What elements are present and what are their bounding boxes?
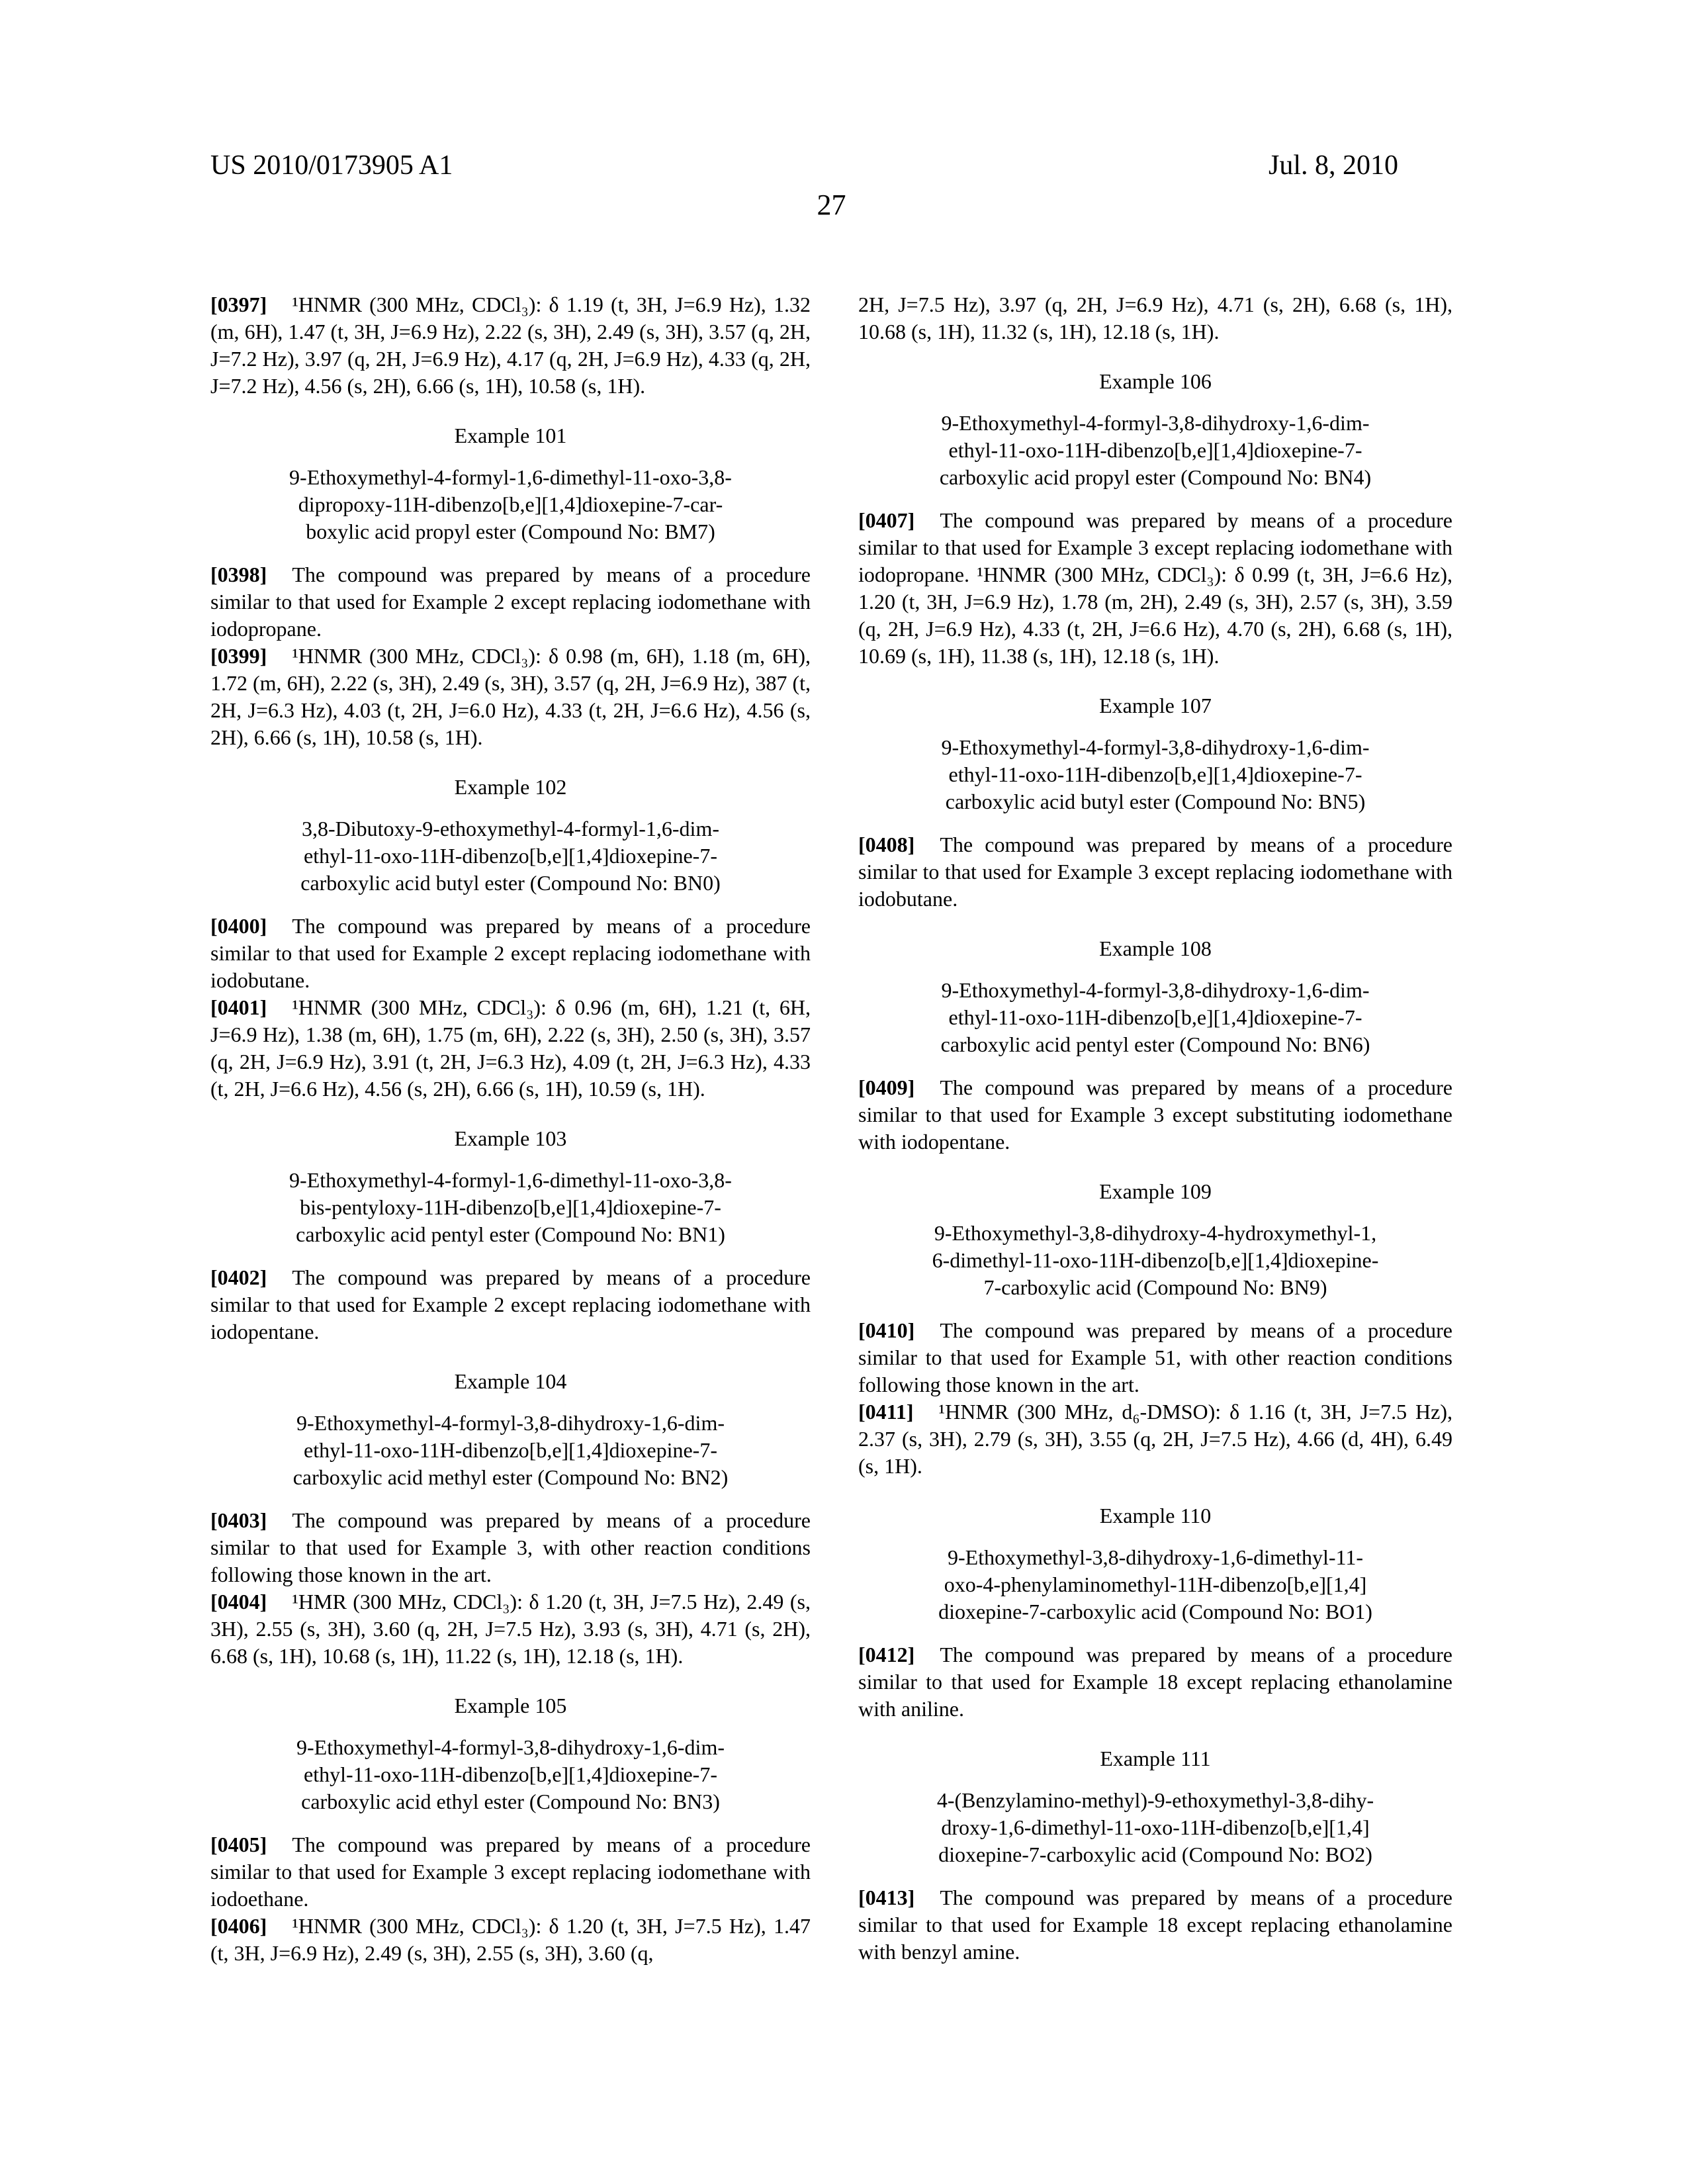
paragraph-text: ¹HNMR (300 MHz, d₆-DMSO): δ 1.16 (t, 3H, J=7.5 Hz), 2.37 (s, 3H), 2.79 (s, 3H), 3.55 (q, 2H, J=7.5 Hz), 4.66 (d, 4H), 6.49 (s, 1H). bbox=[858, 1400, 1452, 1478]
paragraph-text: The compound was prepared by means of a procedure similar to that used for Example 3 except replacing iodomethane with iodopropane. ¹HNMR (300 MHz, CDCl₃): δ 0.99 (t, 3H, J=6.6 Hz), 1.20 (t, 3H, J=6.9 Hz), 1.78 (m, 2H), 2.49 (s, 3H), 2.57 (s, 3H), 3.59 (q, 2H, J=6.9 Hz), 4.33 (t, 2H, J=6.6 Hz), 4.70 (s, 2H), 6.68 (s, 1H), 10.69 (s, 1H), 11.38 (s, 1H), 12.18 (s, 1H). bbox=[858, 508, 1453, 668]
compound-title-line: 4-(Benzylamino-methyl)-9-ethoxymethyl-3,8-dihy- bbox=[936, 1788, 1374, 1812]
paragraph-0410 bbox=[858, 1317, 1452, 1398]
paragraph-0405 bbox=[210, 1831, 811, 1913]
paragraph-text: ¹HNMR (300 MHz, CDCl₃): δ 1.20 (t, 3H, J=7.5 Hz), 1.47 (t, 3H, J=6.9 Hz), 2.49 (s, 3H), 2.55 (s, 3H), 3.60 (q, bbox=[210, 1914, 811, 1965]
example-heading-107: Example 107 bbox=[1099, 694, 1212, 717]
paragraph-0402 bbox=[210, 1264, 811, 1345]
page-number: 27 bbox=[817, 189, 846, 221]
compound-title-bn4 bbox=[858, 410, 1452, 491]
example-heading-108: Example 108 bbox=[1099, 936, 1212, 960]
paragraph-tag: [0406] bbox=[210, 1914, 267, 1938]
example-heading-103: Example 103 bbox=[454, 1126, 567, 1150]
paragraph-tag: [0407] bbox=[858, 508, 915, 532]
paragraph-0408 bbox=[858, 831, 1452, 913]
compound-title-line: droxy-1,6-dimethyl-11-oxo-11H-dibenzo[b,e][1,4] bbox=[941, 1815, 1370, 1839]
paragraph-tag: [0410] bbox=[858, 1318, 915, 1342]
compound-title-line: ethyl-11-oxo-11H-dibenzo[b,e][1,4]dioxepine-7- bbox=[304, 1438, 717, 1462]
compound-title-line: ethyl-11-oxo-11H-dibenzo[b,e][1,4]dioxepine-7- bbox=[948, 438, 1362, 462]
paragraph-0407 bbox=[858, 507, 1452, 670]
paragraph-text: ¹HNMR (300 MHz, CDCl₃): δ 0.98 (m, 6H), 1.18 (m, 6H), 1.72 (m, 6H), 2.22 (s, 3H), 2.49 (s, 3H), 3.57 (q, 2H, J=6.9 Hz), 387 (t, 2H, J=6.3 Hz), 4.03 (t, 2H, J=6.0 Hz), 4.33 (t, 2H, J=6.6 Hz), 4.56 (s, 2H), 6.66 (s, 1H), 10.58 (s, 1H). bbox=[210, 644, 811, 749]
compound-title-line: 9-Ethoxymethyl-4-formyl-3,8-dihydroxy-1,6-dim- bbox=[941, 978, 1370, 1002]
paragraph-0409 bbox=[858, 1074, 1452, 1156]
paragraph-tag: [0408] bbox=[858, 833, 915, 856]
paragraph-text: ¹HNMR (300 MHz, CDCl₃): δ 1.19 (t, 3H, J=6.9 Hz), 1.32 (m, 6H), 1.47 (t, 3H, J=6.9 Hz), 2.22 (s, 3H), 2.49 (s, 3H), 3.57 (q, 2H, J=7.2 Hz), 3.97 (q, 2H, J=6.9 Hz), 4.17 (q, 2H, J=6.9 Hz), 4.33 (q, 2H, J=7.2 Hz), 4.56 (s, 2H), 6.66 (s, 1H), 10.58 (s, 1H). bbox=[210, 293, 811, 398]
example-heading-106: Example 106 bbox=[1099, 369, 1212, 393]
compound-title-line: bis-pentyloxy-11H-dibenzo[b,e][1,4]dioxepine-7- bbox=[300, 1195, 721, 1219]
paragraph-text: The compound was prepared by means of a procedure similar to that used for Example 2 except replacing iodomethane with iodobutane. bbox=[210, 914, 811, 992]
compound-title-bn0 bbox=[210, 815, 811, 897]
compound-title-line: 9-Ethoxymethyl-4-formyl-1,6-dimethyl-11-oxo-3,8- bbox=[289, 465, 732, 489]
compound-title-bn9 bbox=[858, 1220, 1452, 1301]
paragraph-0397 bbox=[210, 291, 811, 400]
paragraph-tag: [0398] bbox=[210, 563, 267, 586]
compound-title-line: 9-Ethoxymethyl-4-formyl-3,8-dihydroxy-1,6-dim- bbox=[941, 411, 1370, 435]
compound-title-bn3 bbox=[210, 1734, 811, 1815]
example-heading-110: Example 110 bbox=[1099, 1504, 1212, 1527]
column-right bbox=[858, 291, 1452, 1966]
example-heading-109: Example 109 bbox=[1099, 1179, 1212, 1203]
compound-title-bo2 bbox=[858, 1787, 1452, 1868]
paragraph-tag: [0402] bbox=[210, 1265, 267, 1289]
paragraph-text: The compound was prepared by means of a procedure similar to that used for Example 51, with other reaction conditions following those known in the art. bbox=[858, 1318, 1452, 1396]
paragraph-0406 bbox=[210, 1913, 811, 1967]
compound-title-line: dipropoxy-11H-dibenzo[b,e][1,4]dioxepine-7-car- bbox=[298, 492, 723, 516]
paragraph-text: The compound was prepared by means of a procedure similar to that used for Example 3 except substituting iodomethane with iodopentane. bbox=[858, 1075, 1452, 1154]
paragraph-0411 bbox=[858, 1398, 1452, 1480]
paragraph-text: The compound was prepared by means of a procedure similar to that used for Example 2 except replacing iodomethane with iodopropane. bbox=[210, 563, 811, 641]
compound-title-bn1 bbox=[210, 1167, 811, 1248]
paragraph-0403 bbox=[210, 1507, 811, 1588]
compound-title-line: 9-Ethoxymethyl-4-formyl-3,8-dihydroxy-1,6-dim- bbox=[296, 1411, 725, 1435]
compound-title-line: boxylic acid propyl ester (Compound No: BM7) bbox=[306, 520, 715, 543]
compound-title-line: 6-dimethyl-11-oxo-11H-dibenzo[b,e][1,4]dioxepine- bbox=[932, 1248, 1379, 1272]
paragraph-tag: [0404] bbox=[210, 1590, 267, 1614]
compound-title-line: 9-Ethoxymethyl-4-formyl-1,6-dimethyl-11-oxo-3,8- bbox=[289, 1168, 732, 1192]
paragraph-text: The compound was prepared by means of a procedure similar to that used for Example 3 except replacing iodomethane with iodoethane. bbox=[210, 1833, 811, 1911]
paragraph-tag: [0411] bbox=[858, 1400, 914, 1424]
paragraph-text: The compound was prepared by means of a procedure similar to that used for Example 18 except replacing ethanolamine with aniline. bbox=[858, 1643, 1452, 1721]
paragraph-text: ¹HMR (300 MHz, CDCl₃): δ 1.20 (t, 3H, J=7.5 Hz), 2.49 (s, 3H), 2.55 (s, 3H), 3.60 (q, 2H, J=7.5 Hz), 3.93 (s, 3H), 4.71 (s, 2H), 6.68 (s, 1H), 10.68 (s, 1H), 11.22 (s, 1H), 12.18 (s, 1H). bbox=[210, 1590, 811, 1668]
compound-title-bn2 bbox=[210, 1410, 811, 1491]
paragraph-0399 bbox=[210, 643, 811, 751]
example-heading-104: Example 104 bbox=[454, 1369, 567, 1393]
paragraph-0412 bbox=[858, 1641, 1452, 1723]
compound-title-line: ethyl-11-oxo-11H-dibenzo[b,e][1,4]dioxepine-7- bbox=[948, 1005, 1362, 1029]
paragraph-text: The compound was prepared by means of a procedure similar to that used for Example 18 except replacing ethanolamine with benzyl amine. bbox=[858, 1886, 1452, 1964]
compound-title-line: dioxepine-7-carboxylic acid (Compound No: BO2) bbox=[938, 1843, 1372, 1866]
compound-title-bn6 bbox=[858, 977, 1452, 1058]
compound-title-line: carboxylic acid methyl ester (Compound No: BN2) bbox=[292, 1465, 729, 1489]
example-heading-111: Example 111 bbox=[1100, 1747, 1211, 1770]
example-heading-102: Example 102 bbox=[454, 775, 567, 799]
compound-title-line: oxo-4-phenylaminomethyl-11H-dibenzo[b,e][1,4] bbox=[944, 1572, 1367, 1596]
compound-title-line: 9-Ethoxymethyl-3,8-dihydroxy-1,6-dimethyl-11- bbox=[947, 1545, 1364, 1569]
paragraph-tag: [0400] bbox=[210, 914, 267, 938]
paragraph-0404 bbox=[210, 1588, 811, 1670]
paragraph-tag: [0399] bbox=[210, 644, 267, 668]
compound-title-line: 9-Ethoxymethyl-4-formyl-3,8-dihydroxy-1,6-dim- bbox=[941, 735, 1370, 759]
compound-title-line: dioxepine-7-carboxylic acid (Compound No: BO1) bbox=[938, 1600, 1372, 1623]
publication-date: Jul. 8, 2010 bbox=[1268, 150, 1398, 181]
compound-title-line: 3,8-Dibutoxy-9-ethoxymethyl-4-formyl-1,6-dim- bbox=[302, 817, 719, 841]
paragraph-tag: [0401] bbox=[210, 995, 267, 1019]
compound-title-line: 7-carboxylic acid (Compound No: BN9) bbox=[983, 1275, 1327, 1299]
paragraph-text: ¹HNMR (300 MHz, CDCl₃): δ 0.96 (m, 6H), 1.21 (t, 6H, J=6.9 Hz), 1.38 (m, 6H), 1.75 (m, 6H), 2.22 (s, 3H), 2.50 (s, 3H), 3.57 (q, 2H, J=6.9 Hz), 3.91 (t, 2H, J=6.3 Hz), 4.09 (t, 2H, J=6.3 Hz), 4.33 (t, 2H, J=6.6 Hz), 4.56 (s, 2H), 6.66 (s, 1H), 10.59 (s, 1H). bbox=[210, 995, 811, 1101]
paragraph-0400 bbox=[210, 913, 811, 994]
paragraph-tag: [0397] bbox=[210, 293, 267, 316]
paragraph-0401 bbox=[210, 994, 811, 1103]
example-heading-105: Example 105 bbox=[454, 1694, 567, 1717]
example-heading-101: Example 101 bbox=[454, 424, 567, 447]
paragraph-text: The compound was prepared by means of a procedure similar to that used for Example 3, with other reaction conditions following those known in the art. bbox=[210, 1508, 811, 1586]
paragraph-tag: [0413] bbox=[858, 1886, 915, 1909]
paragraph-text: The compound was prepared by means of a procedure similar to that used for Example 3 except replacing iodomethane with iodobutane. bbox=[858, 833, 1452, 911]
paragraph-tag: [0405] bbox=[210, 1833, 267, 1856]
compound-title-line: ethyl-11-oxo-11H-dibenzo[b,e][1,4]dioxepine-7- bbox=[948, 762, 1362, 786]
compound-title-line: carboxylic acid ethyl ester (Compound No: BN3) bbox=[301, 1790, 720, 1813]
paragraph-0413 bbox=[858, 1884, 1452, 1966]
compound-title-line: 9-Ethoxymethyl-3,8-dihydroxy-4-hydroxymethyl-1, bbox=[934, 1221, 1377, 1245]
compound-title-bn5 bbox=[858, 734, 1452, 815]
compound-title-line: carboxylic acid butyl ester (Compound No: BN0) bbox=[300, 871, 721, 895]
compound-title-line: carboxylic acid pentyl ester (Compound No: BN1) bbox=[296, 1222, 725, 1246]
paragraph-0398 bbox=[210, 561, 811, 643]
paragraph-tag: [0409] bbox=[858, 1075, 915, 1099]
paragraph-continuation bbox=[858, 291, 1452, 345]
paragraph-tag: [0412] bbox=[858, 1643, 915, 1666]
patent-number: US 2010/0173905 A1 bbox=[210, 150, 453, 181]
column-left bbox=[210, 291, 811, 1967]
compound-title-line: carboxylic acid propyl ester (Compound No: BN4) bbox=[939, 465, 1372, 489]
compound-title-bo1 bbox=[858, 1544, 1452, 1625]
compound-title-line: ethyl-11-oxo-11H-dibenzo[b,e][1,4]dioxepine-7- bbox=[304, 844, 717, 868]
paragraph-text: The compound was prepared by means of a procedure similar to that used for Example 2 except replacing iodomethane with iodopentane. bbox=[210, 1265, 811, 1343]
compound-title-line: carboxylic acid butyl ester (Compound No: BN5) bbox=[945, 790, 1366, 813]
compound-title-line: ethyl-11-oxo-11H-dibenzo[b,e][1,4]dioxepine-7- bbox=[304, 1762, 717, 1786]
compound-title-line: carboxylic acid pentyl ester (Compound No: BN6) bbox=[940, 1032, 1370, 1056]
paragraph-tag: [0403] bbox=[210, 1508, 267, 1532]
compound-title-line: 9-Ethoxymethyl-4-formyl-3,8-dihydroxy-1,6-dim- bbox=[296, 1735, 725, 1759]
compound-title-bm7 bbox=[210, 464, 811, 545]
paragraph-text: 2H, J=7.5 Hz), 3.97 (q, 2H, J=6.9 Hz), 4.71 (s, 2H), 6.68 (s, 1H), 10.68 (s, 1H), 11.32 (s, 1H), 12.18 (s, 1H). bbox=[858, 293, 1452, 343]
